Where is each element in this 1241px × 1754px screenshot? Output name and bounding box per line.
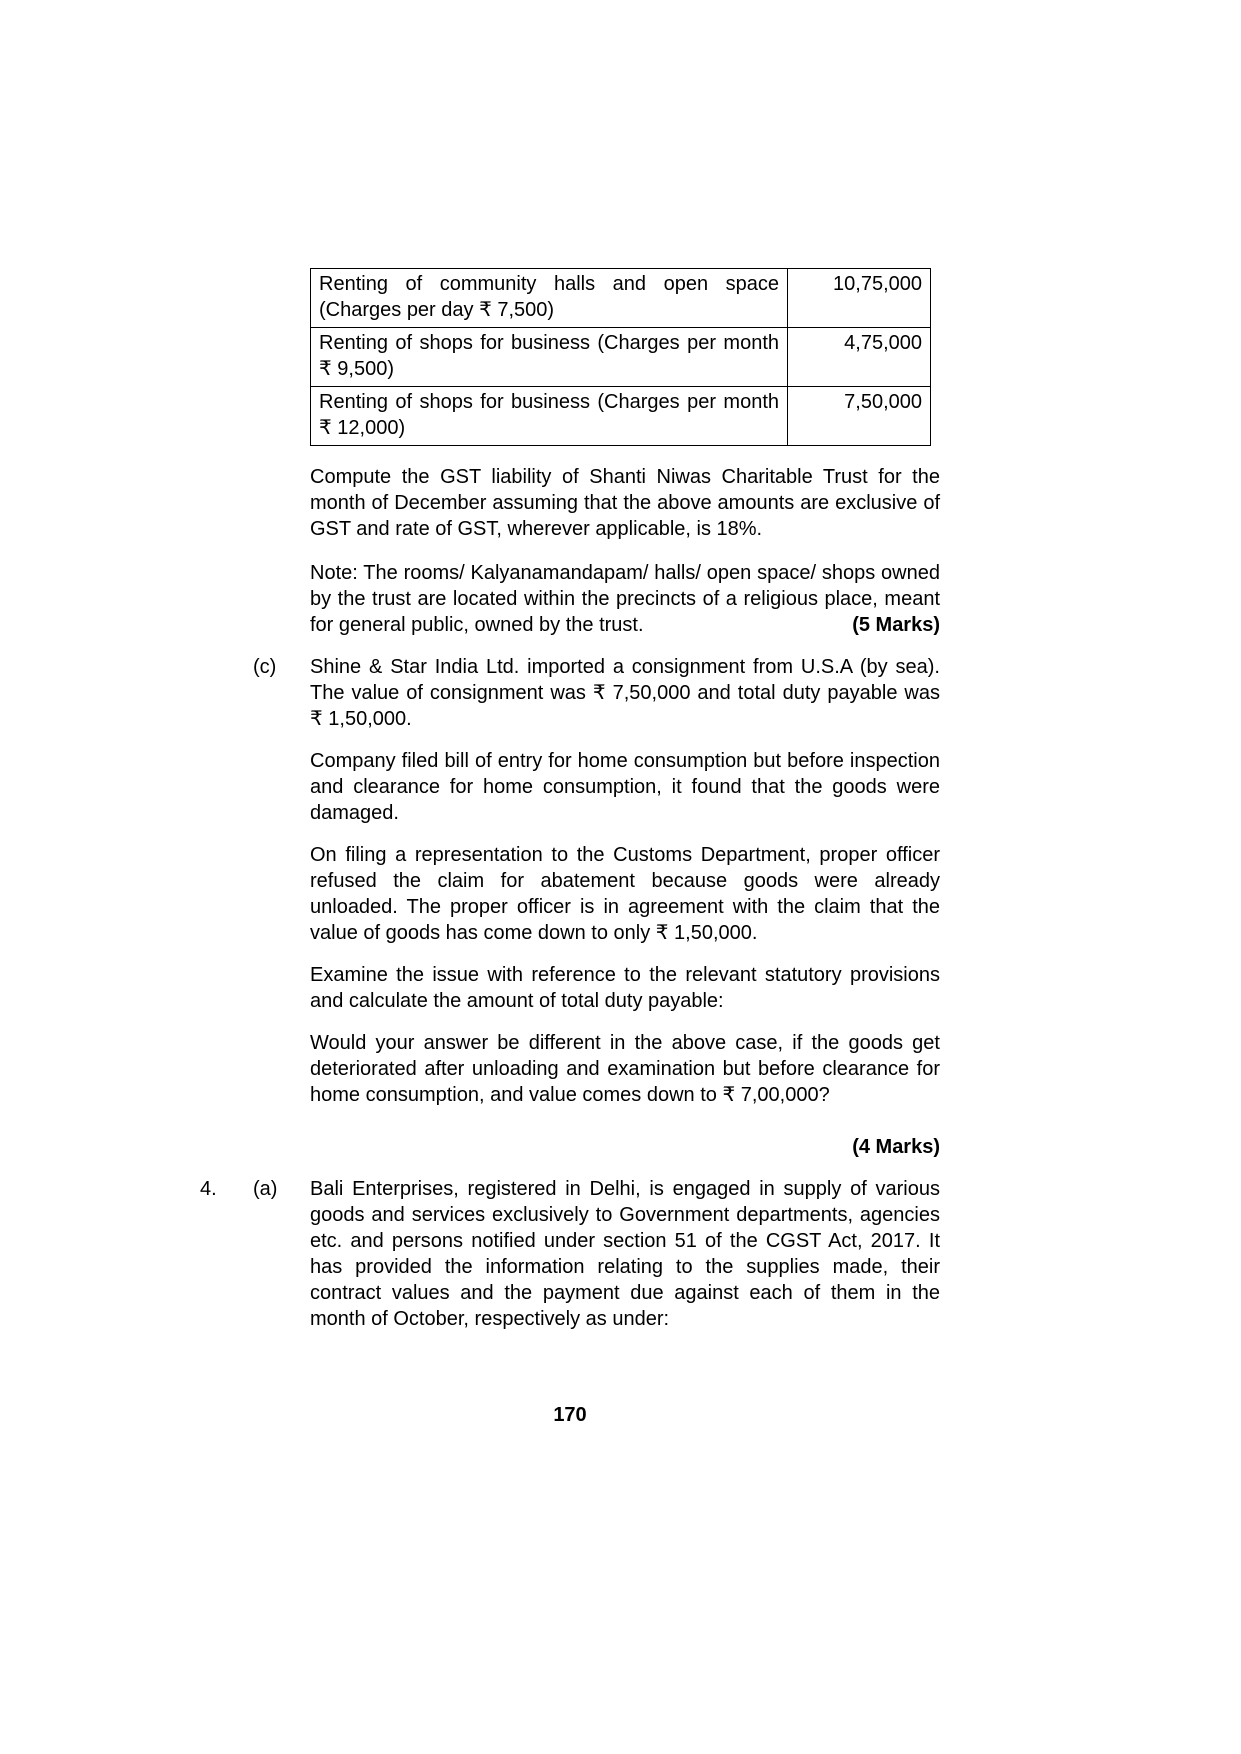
charge-description: Renting of shops for business (Charges per month ₹ 12,000)	[311, 387, 788, 446]
table-row	[311, 269, 931, 328]
question-4a-label: (a)	[253, 1178, 278, 1200]
charge-description: Renting of community halls and open space (Charges per day ₹ 7,500)	[311, 269, 788, 328]
marks-5-label: (5 Marks)	[842, 612, 940, 638]
question-4a-para1: Bali Enterprises, registered in Delhi, is engaged in supply of various goods and services exclusively to Government departments, agencies etc. and persons notified under section 51 of the CGST Act, 2017. It has provided the information relating to the supplies made, their contract values and the payment due against each of them in the month of October, respectively as under:	[310, 1178, 940, 1330]
charge-amount: 4,75,000	[788, 328, 931, 387]
page-number: 170	[553, 1404, 587, 1426]
charge-description: Renting of shops for business (Charges per month ₹ 9,500)	[311, 328, 788, 387]
question-c-para1: Shine & Star India Ltd. imported a consignment from U.S.A (by sea). The value of consignment was ₹ 7,50,000 and total duty payable was ₹ 1,50,000.	[310, 656, 940, 730]
table-row	[311, 387, 931, 446]
marks-4-label: (4 Marks)	[852, 1136, 940, 1158]
question-c-para2: Company filed bill of entry for home consumption but before inspection and clearance for home consumption, it found that the goods were damaged.	[310, 750, 940, 824]
question-4a-item	[200, 1176, 940, 1332]
question-4-number: 4.	[200, 1178, 217, 1200]
question-c-para3: On filing a representation to the Customs Department, proper officer refused the claim for abatement because goods were already unloaded. The proper officer is in agreement with the claim that the value of goods has come down to only ₹ 1,50,000.	[310, 844, 940, 944]
charge-amount: 10,75,000	[788, 269, 931, 328]
note-paragraph: Note: The rooms/ Kalyanamandapam/ halls/ open space/ shops owned by the trust are located within the precincts of a religious place, meant for general public, owned by the trust.	[310, 562, 940, 636]
question-c-para5: Would your answer be different in the above case, if the goods get deteriorated after unloading and examination but before clearance for home consumption, and value comes down to ₹ 7,00,000?	[310, 1032, 940, 1106]
charges-table	[310, 268, 931, 446]
content-column	[200, 268, 940, 1428]
question-4a-body	[310, 1176, 940, 1332]
charge-amount: 7,50,000	[788, 387, 931, 446]
question-c-item	[200, 654, 940, 1108]
table-row	[311, 328, 931, 387]
compute-gst-paragraph: Compute the GST liability of Shanti Niwas Charitable Trust for the month of December assuming that the above amounts are exclusive of GST and rate of GST, wherever applicable, is 18%.	[310, 466, 940, 540]
question-c-body	[310, 654, 940, 1108]
note-paragraph-wrap	[310, 560, 940, 638]
question-c-para4: Examine the issue with reference to the relevant statutory provisions and calculate the amount of total duty payable:	[310, 964, 940, 1012]
question-c-label: (c)	[253, 656, 277, 678]
